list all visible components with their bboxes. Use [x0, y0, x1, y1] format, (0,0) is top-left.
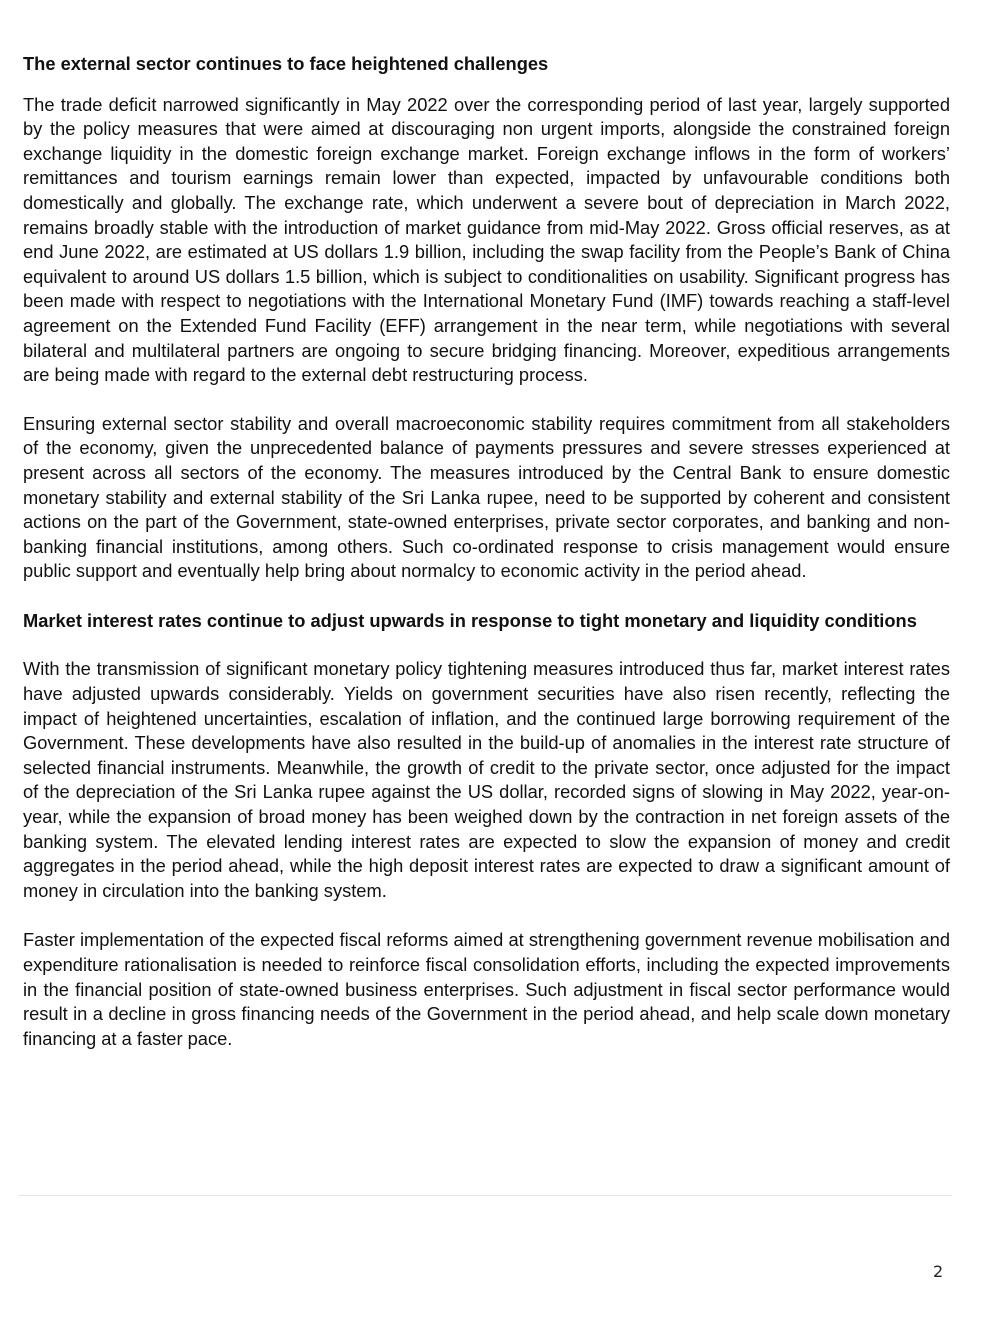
paragraph-external-sector-stability: Ensuring external sector stability and overall macroeconomic stability requires commitment from all stakeholders of the economy, given the unprecedented balance of payments pressures and severe stresses experienced at present across all sectors of the economy. The measures introduced by the Central Bank to ensure domestic monetary stability and external stability of the Sri Lanka rupee, need to be supported by coherent and consistent actions on the part of the Government, state-owned enterprises, private sector corporates, and banking and non-banking financial institutions, among others. Such co-ordinated response to crisis management would ensure public support and eventually help bring about normalcy to economic activity in the period ahead.	[23, 412, 950, 582]
paragraph-external-sector-trade: The trade deficit narrowed significantly in May 2022 over the corresponding period of last year, largely supported by the policy measures that were aimed at discouraging non urgent imports, alongside the constrained foreign exchange liquidity in the domestic foreign exchange market. Foreign exchange inflows in the form of workers’ remittances and tourism earnings remain lower than expected, impacted by unfavourable conditions both domestically and globally. The exchange rate, which underwent a severe bout of depreciation in March 2022, remains broadly stable with the introduction of market guidance from mid-May 2022. Gross official reserves, as at end June 2022, are estimated at US dollars 1.9 billion, including the swap facility from the People’s Bank of China equivalent to around US dollars 1.5 billion, which is subject to conditionalities on usability. Significant progress has been made with respect to negotiations with the International Monetary Fund (IMF) towards reaching a staff-level agreement on the Extended Fund Facility (EFF) arrangement in the near term, while negotiations with several bilateral and multilateral partners are ongoing to secure bridging financing. Moreover, expeditious arrangements are being made with regard to the external debt restructuring process.	[23, 93, 950, 386]
paragraph-fiscal-reforms: Faster implementation of the expected fiscal reforms aimed at strengthening government revenue mobilisation and expenditure rationalisation is needed to reinforce fiscal consolidation efforts, including the expected improvements in the financial position of state-owned business enterprises. Such adjustment in fiscal sector performance would result in a decline in gross financing needs of the Government in the period ahead, and help scale down monetary financing at a faster pace.	[23, 929, 950, 1049]
paragraph-interest-rates-transmission: With the transmission of significant monetary policy tightening measures introduced thus far, market interest rates have adjusted upwards considerably. Yields on government securities have also risen recently, reflecting the impact of heightened uncertainties, escalation of inflation, and the continued large borrowing requirement of the Government. These developments have also resulted in the build-up of anomalies in the interest rate structure of selected financial instruments. Meanwhile, the growth of credit to the private sector, once adjusted for the impact of the depreciation of the Sri Lanka rupee against the US dollar, recorded signs of slowing in May 2022, year-on-year, while the expansion of broad money has been weighed down by the contraction in net foreign assets of the banking system. The elevated lending interest rates are expected to slow the expansion of money and credit aggregates in the period ahead, while the high deposit interest rates are expected to draw a significant amount of money in circulation into the banking system.	[23, 658, 950, 901]
document-body	[23, 52, 950, 1051]
page-number: 2	[933, 1262, 944, 1281]
section-heading-interest-rates: Market interest rates continue to adjust upwards in response to tight monetary and liquidity conditions	[23, 609, 917, 631]
footer-divider	[18, 1195, 952, 1196]
section-heading-external-sector: The external sector continues to face heightened challenges	[23, 53, 549, 74]
